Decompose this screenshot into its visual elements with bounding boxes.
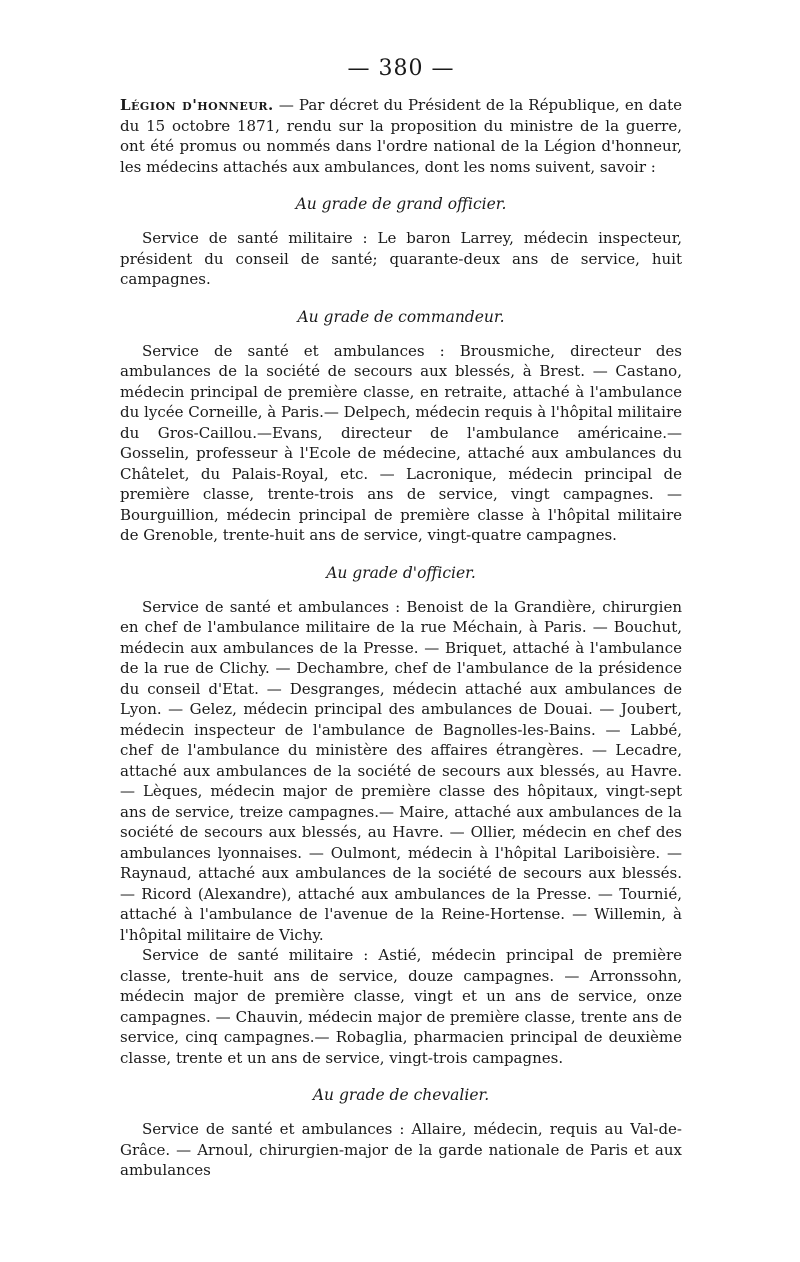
section-heading-chevalier: Au grade de chevalier.: [312, 1086, 490, 1104]
section-paragraph: Service de santé et ambulances : Benoist de la Grandière, chirurgien en chef de l'ambulance militaire de la rue Méchain, à Paris. — Bouchut, médecin aux ambulances de la Presse. — Briquet, attaché à l'ambulance de la rue de Clichy. — Dechambre, chef de l'ambulance de la présidence du conseil d'Etat. — Desgranges, médecin attaché aux ambulances de Lyon. — Gelez, médecin principal des ambulances de Douai. — Joubert, médecin inspecteur de l'ambulance de Bagnolles-les-Bains. — Labbé, chef de l'ambulance du ministère des affaires étrangères. — Lecadre, attaché aux ambulances de la société de secours aux blessés, au Havre. — Lèques, médecin major de première classe des hôpitaux, vingt-sept ans de service, treize campagnes.— Maire, attaché aux ambulances de la société de secours aux blessés, au Havre. — Ollier, médecin en chef des ambulances lyonnaises. — Oulmont, médecin à l'hôpital Lariboisière. — Raynaud, attaché aux ambulances de la société de secours aux blessés. — Ricord (Alexandre), attaché aux ambulances de la Presse. — Tournié, attaché à l'ambulance de l'avenue de la Reine-Hortense. — Willemin, à l'hôpital militaire de Vichy.: [120, 597, 682, 944]
page-number: — 380 —: [347, 56, 455, 81]
intro-paragraph: [120, 95, 682, 177]
intro-text: — Par décret du Président de la République, en date du 15 octobre 1871, rendu sur la proposition du ministre de la guerre, ont été promus ou nommés dans l'ordre national de la Légion d'honneur, les médecins attachés aux ambulances, dont les noms suivent, savoir :: [120, 96, 682, 176]
section-paragraph: Service de santé et ambulances : Allaire, médecin, requis au Val-de-Grâce. — Arnoul, chirurgien-major de la garde nationale de Paris et aux ambulances: [120, 1120, 682, 1179]
intro-lead: Légion d'honneur.: [120, 96, 274, 114]
document-page: [120, 56, 682, 1181]
section-heading-grand-officier: Au grade de grand officier.: [295, 195, 507, 213]
section-paragraph: Service de santé et ambulances : Brousmiche, directeur des ambulances de la société de secours aux blessés, à Brest. — Castano, médecin principal de première classe, en retraite, attaché à l'ambulance du lycée Corneille, à Paris.— Delpech, médecin requis à l'hôpital militaire du Gros-Caillou.—Evans, directeur de l'ambulance américaine.— Gosselin, professeur à l'Ecole de médecine, attaché aux ambulances du Châtelet, du Palais-Royal, etc. — Lacronique, médecin principal de première classe, trente-trois ans de service, vingt campagnes. — Bourguillion, médecin principal de première classe à l'hôpital militaire de Grenoble, trente-huit ans de service, vingt-quatre campagnes.: [120, 341, 682, 544]
section-paragraph: Service de santé militaire : Le baron Larrey, médecin inspecteur, président du conseil de santé; quarante-deux ans de service, huit campagnes.: [120, 229, 682, 288]
section-heading-commandeur: Au grade de commandeur.: [297, 307, 505, 326]
section-paragraph: Service de santé militaire : Astié, médecin principal de première classe, trente-huit ans de service, douze campagnes. — Arronssohn, médecin major de première classe, vingt et un ans de service, onze campagnes. — Chauvin, médecin major de première classe, trente ans de service, cinq campagnes.— Robaglia, pharmacien principal de deuxième classe, trente et un ans de service, vingt-trois campagnes.: [120, 946, 682, 1067]
section-heading-officier: Au grade d'officier.: [326, 563, 476, 582]
